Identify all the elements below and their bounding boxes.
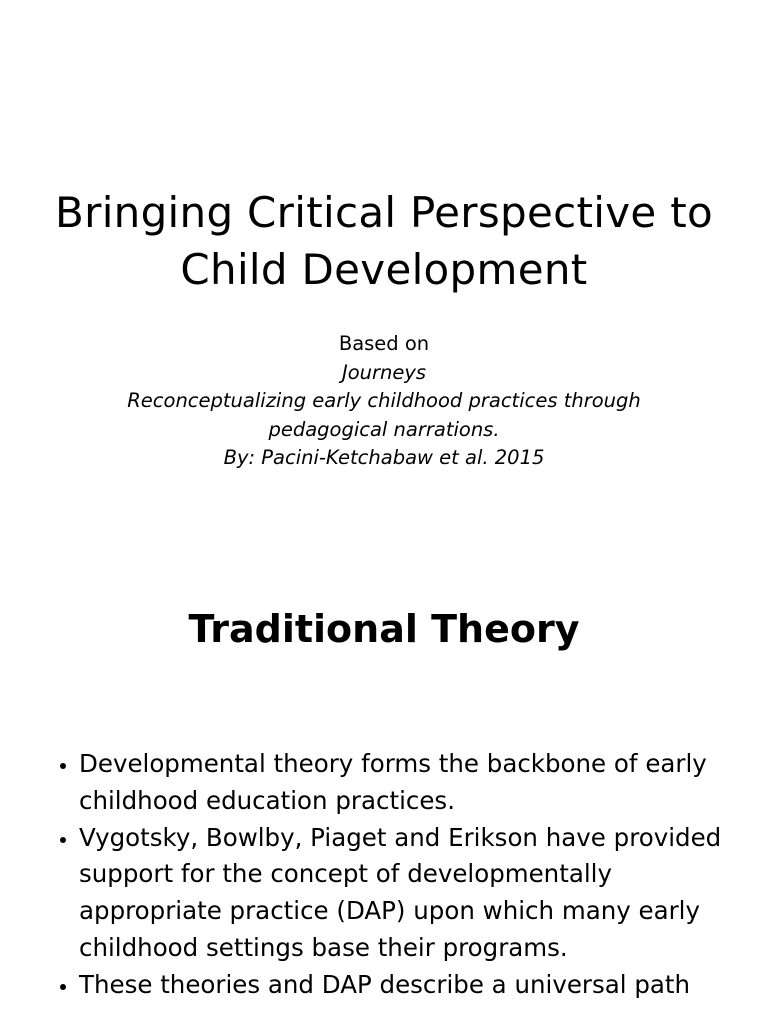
source-citation <box>84 330 684 473</box>
bullet-item: • Vygotsky, Bowlby, Piaget and Erikson have provided support for the concept of developmentally appropriate practice (DAP) upon which many early childhood settings base their programs. <box>79 820 759 967</box>
book-authors: By: Pacini-Ketchabaw et al. 2015 <box>223 446 545 470</box>
section-heading: Traditional Theory <box>188 607 580 651</box>
based-on-label: Based on <box>338 332 430 355</box>
bullet-item: • Developmental theory forms the backbone of early childhood education practices. <box>79 746 759 820</box>
book-title: Journeys <box>341 360 427 384</box>
book-subtitle: Reconceptualizing early childhood practices through pedagogical narrations. <box>127 389 641 441</box>
presentation-title: Bringing Critical Perspective to Child Development <box>55 188 713 294</box>
bullet-item: • These theories and DAP describe a universal path <box>79 967 759 1004</box>
bullet-list <box>46 746 759 1004</box>
